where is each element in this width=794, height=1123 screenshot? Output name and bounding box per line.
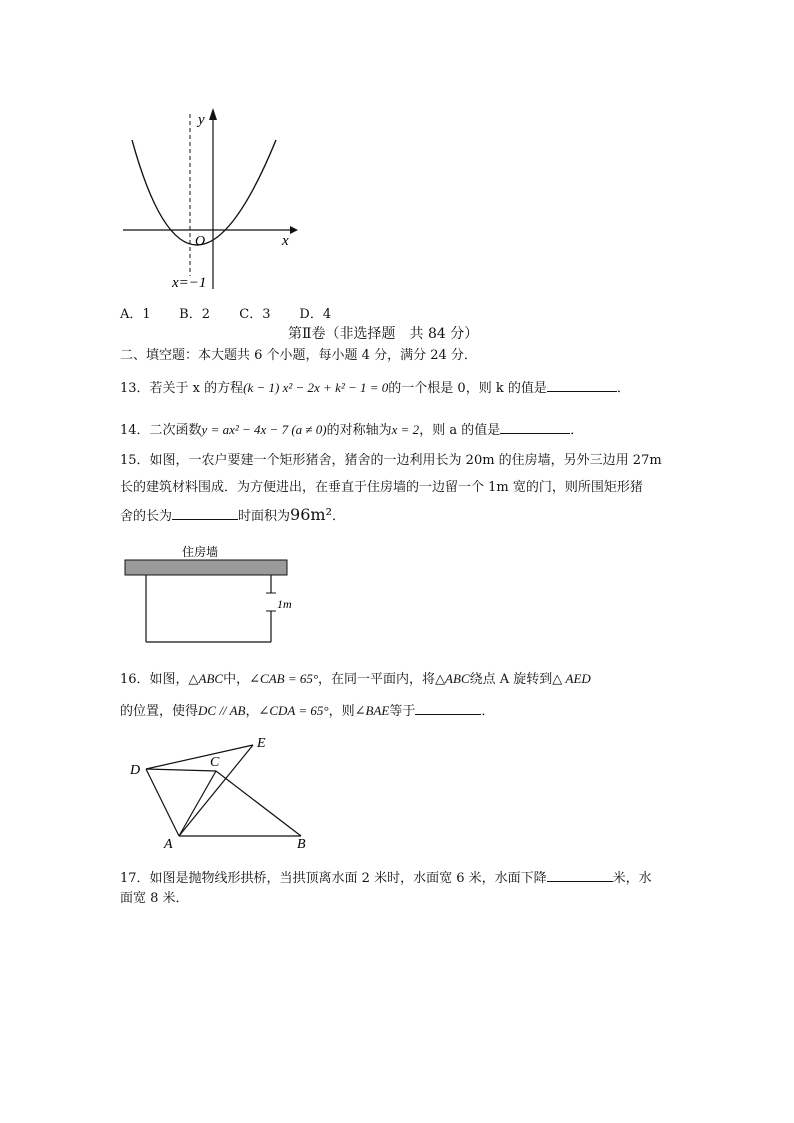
label-a: A <box>164 837 173 852</box>
symmetry-label: x=−1 <box>172 275 207 291</box>
origin-label: O <box>195 234 206 249</box>
x-label: x <box>282 233 289 249</box>
question-15-line1: 15．如图，一农户要建一个矩形猪舍，猪舍的一边利用长为 20m 的住房墙，另外三边用 27m <box>120 453 662 468</box>
x-axis-arrow <box>290 226 298 234</box>
option-c: C．3 <box>239 307 271 322</box>
q13-answer-blank[interactable] <box>547 379 617 392</box>
rotation-figure <box>126 734 316 852</box>
q16-answer-blank[interactable] <box>415 702 481 715</box>
question-15-line2: 长的建筑材料围成．为方便进出，在垂直于住房墙的一边留一个 1m 宽的门，则所围矩形猪 <box>120 480 643 495</box>
label-b: B <box>297 837 306 852</box>
wall-label: 住房墙 <box>182 545 219 559</box>
question-16-line1: 16．如图，△ABC中，∠CAB = 65°，在同一平面内，将△ABC绕点 A 旋转到△ AED <box>120 671 591 687</box>
section-title: 第Ⅱ卷（非选择题 共 84 分） <box>288 326 479 342</box>
answer-options <box>120 306 331 324</box>
part2-header: 二、填空题：本大题共 6 个小题，每小题 4 分，满分 24 分． <box>120 348 477 363</box>
q15-area: 96m² <box>290 505 332 524</box>
q15-answer-blank[interactable] <box>172 507 238 520</box>
q14-answer-blank[interactable] <box>500 421 570 434</box>
label-c: C <box>210 755 220 770</box>
q13-equation: (k − 1) x² − 2x + k² − 1 = 0 <box>243 380 389 395</box>
q14-equation: y = ax² − 4x − 7 (a ≠ 0) <box>201 422 327 437</box>
question-14: 14．二次函数y = ax² − 4x − 7 (a ≠ 0)的对称轴为x = 2，则 a 的值是 ． <box>120 422 584 438</box>
pigpen-figure <box>120 544 295 650</box>
option-d: D．4 <box>299 307 332 322</box>
question-15-line3: 舍的长为 时面积为96m²． <box>120 505 345 524</box>
house-wall <box>125 560 287 575</box>
q17-answer-blank[interactable] <box>547 869 613 882</box>
y-axis-arrow <box>209 108 217 120</box>
y-label: y <box>198 112 205 128</box>
question-17-line1: 17．如图是抛物线形拱桥，当拱顶离水面 2 米时，水面宽 6 米，水面下降 米，水 <box>120 871 652 886</box>
question-13: 13．若关于 x 的方程(k − 1) x² − 2x + k² − 1 = 0的一个根是 0，则 k 的值是 ． <box>120 380 630 396</box>
question-16-line2: 的位置，使得DC // AB，∠CDA = 65°，则∠BAE等于 ． <box>120 703 495 719</box>
parabola-graph <box>118 104 298 294</box>
label-d: D <box>130 763 141 778</box>
label-e: E <box>257 736 266 751</box>
door-label: 1m <box>277 597 292 611</box>
option-a: A．1 <box>120 307 151 322</box>
question-17-line2: 面宽 8 米． <box>120 891 189 906</box>
option-b: B．2 <box>179 307 210 322</box>
parabola-curve <box>132 140 276 245</box>
